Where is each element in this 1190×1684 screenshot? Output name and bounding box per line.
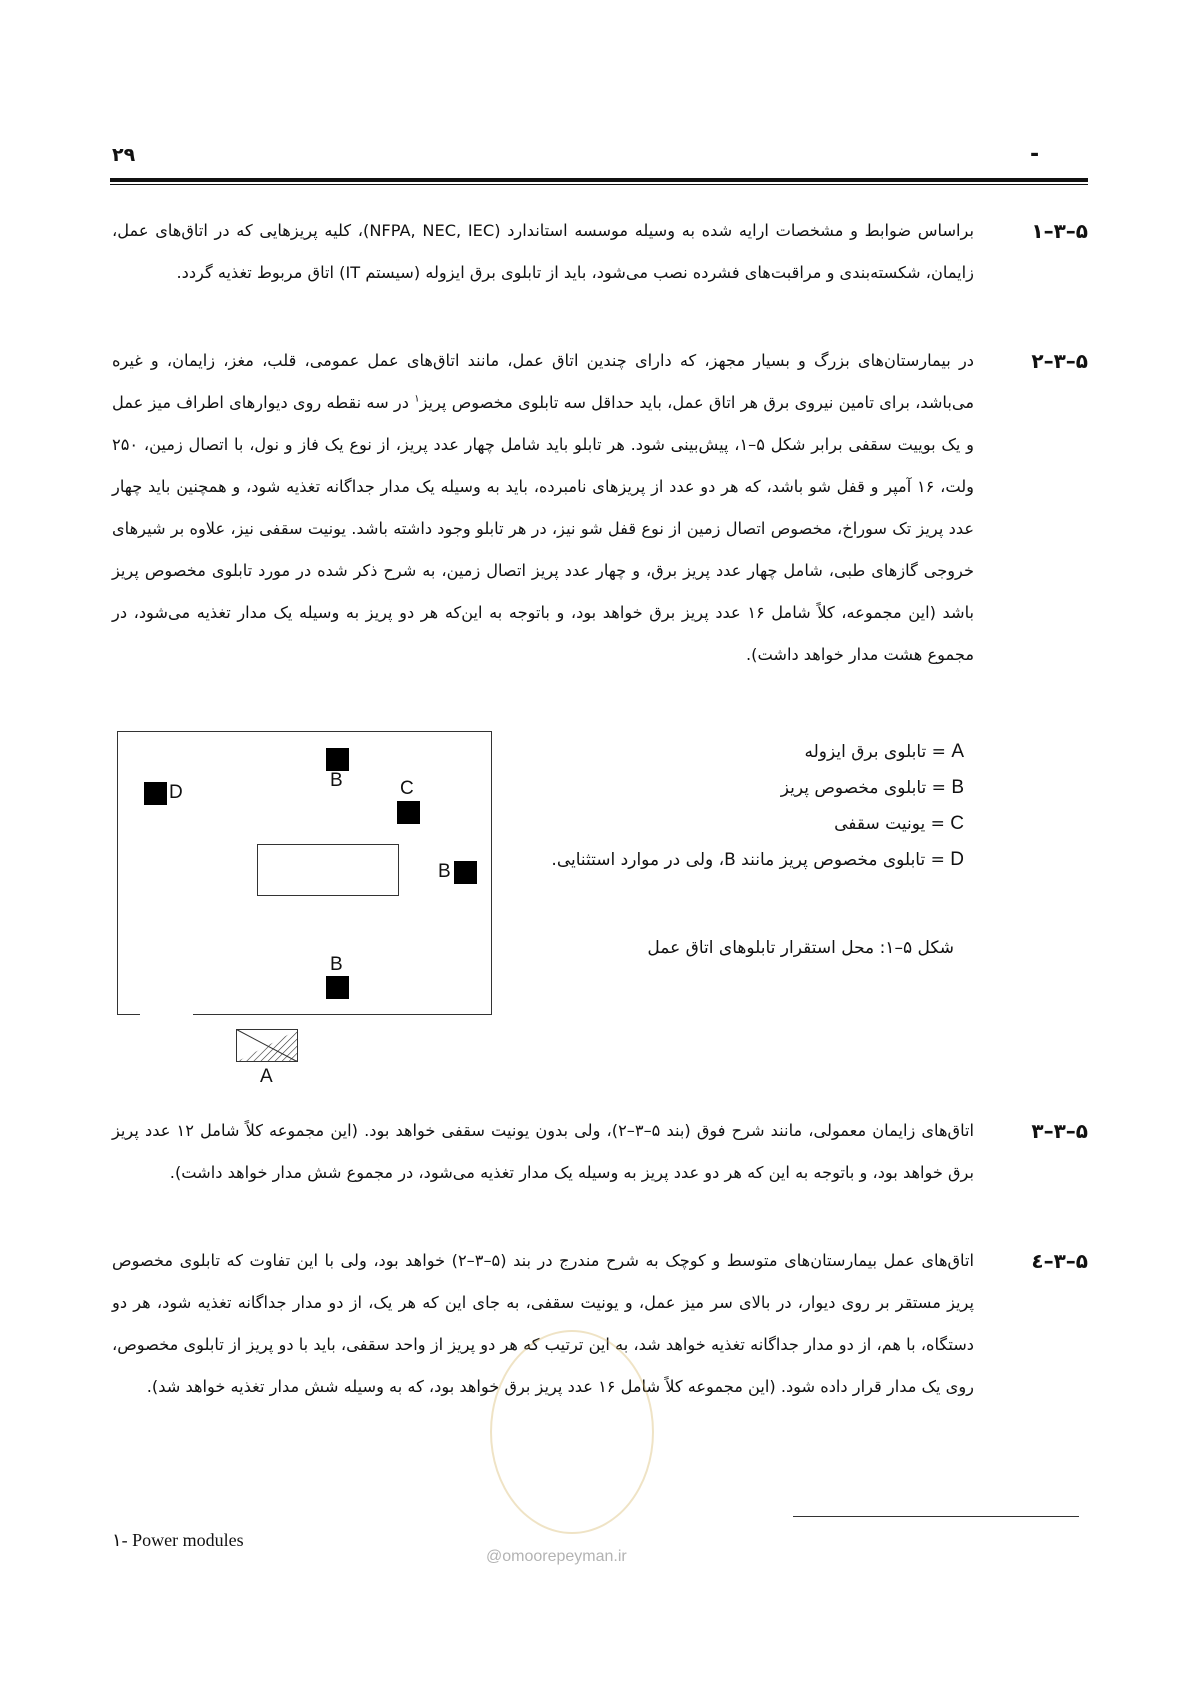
label-b-bottom: B [330, 954, 343, 975]
legend-text-b: = تابلوی مخصوص پریز [780, 778, 952, 798]
watermark-seal [490, 1330, 654, 1534]
label-d: D [169, 782, 183, 803]
section-text-4: اتاق‌های عمل بیمارستان‌های متوسط و کوچک به شرح مندرج در بند (۵–۳–۲) خواهد بود، ولی با این تفاوت که تابلوی مخصوص پریز مستقر بر روی دیوار، در بالای سر میز عمل، و یونیت سقفی، به جای این که هر یک، از دو مدار جداگانه تغذیه شود، هر دو دستگاه، با هم، از دو مدار جداگانه تغذیه خواهد شد، به این ترتیب که هر دو پریز از واحد سقفی، باید با دو پریز از تابلوی مخصوص، روی یک مدار قرار داده شود. (این مجموعه کلاً شامل ۱۶ عدد پریز برق خواهد بود، که به وسیله شش مدار تغذیه خواهد شد). [112, 1251, 974, 1396]
legend-text-d: = تابلوی مخصوص پریز مانند B، ولی در موارد استثنایی. [551, 850, 951, 870]
legend-item-d [510, 842, 964, 878]
label-b-top: B [330, 770, 343, 791]
legend-item-a [510, 734, 964, 770]
legend-text-c: = یونیت سقفی [834, 814, 951, 834]
panel-b-right [454, 861, 477, 884]
legend-text-a: = تابلوی برق ایزوله [804, 742, 952, 762]
section-text-1: براساس ضوابط و مشخصات ارایه شده به وسیله موسسه استاندارد (NFPA, NEC, IEC)، کلیه پریزهایی که در اتاق‌های عمل، زایمان، شکسته‌بندی و مراقبت‌های فشرده نصب می‌شود، باید از تابلوی برق ایزوله (سیستم IT) اتاق مربوط تغذیه گردد. [112, 221, 974, 282]
section-text-2-part-2: در سه نقطه روی دیوارهای اطراف میز عمل و یک بوییت سقفی برابر شکل ۵–۱، پیش‌بینی شود. هر تابلو باید شامل چهار عدد پریز، از نوع یک فاز و نول، با اتصال زمین، ۲۵۰ ولت، ۱۶ آمپر و قفل شو باشد، که هر دو عدد از پریزهای نامبرده، باید به وسیله یک مدار جداگانه تغذیه شود، و همچنین باید چهار عدد پریز تک سوراخ، مخصوص اتصال زمین از نوع قفل شو نیز، در هر تابلو وجود داشته باشد. یونیت سقفی نیز، علاوه بر شیرهای خروجی گازهای طبی، شامل چهار عدد پریز برق، و چهار عدد پریز اتصال زمین، به شرح ذکر شده در مورد تابلوی مخصوص پریز باشد (این مجموعه، کلاً شامل ۱۶ عدد پریز برق خواهد بود، و باتوجه به این‌که هر دو پریز به وسیله یک مدار تغذیه می‌شود، در مجموع هشت مدار خواهد داشت). [112, 393, 975, 664]
footnote-rule [793, 1516, 1079, 1517]
legend-key-d: D [950, 849, 964, 870]
header-rule-thin [110, 184, 1088, 185]
figure-caption: شکل ۵–۱: محل استقرار تابلوهای اتاق عمل [647, 938, 954, 958]
footnote: ۱- Power modules [112, 1530, 244, 1550]
operating-room-wall-left [117, 1014, 140, 1015]
label-b-right: B [438, 861, 451, 882]
legend-item-c [510, 806, 964, 842]
label-a: A [260, 1066, 273, 1087]
header-rule [110, 178, 1088, 182]
section-number-3: ۵–۳–۳ [1031, 1119, 1088, 1143]
label-c: C [400, 778, 414, 799]
section-number-4: ۵–۳–٤ [1031, 1249, 1088, 1273]
panel-b-bottom [326, 976, 349, 999]
panel-d [144, 782, 167, 805]
header-dash: - [1030, 142, 1040, 167]
section-number-2: ۵–۳–۲ [1031, 349, 1088, 373]
watermark-text: @omoorepeyman.ir [486, 1548, 627, 1565]
section-text-2-part-1: در بیمارستان‌های بزرگ و بسیار مجهز، که دارای چندین اتاق عمل، مانند اتاق‌های عمل عمومی، قلب، مغز، زایمان، و غیره می‌باشد، برای تامین نیروی برق هر اتاق عمل، باید حداقل سه تابلوی مخصوص پریز [112, 351, 974, 412]
operating-table [257, 844, 399, 896]
page-number: ۲۹ [112, 144, 136, 166]
isolated-panel-a [236, 1029, 299, 1063]
operating-room-wall-right [193, 1014, 492, 1015]
footnote-ref: ۱ [414, 393, 420, 405]
ceiling-unit-c [397, 801, 420, 824]
section-number-1: ۵–۳–۱ [1031, 219, 1088, 243]
legend-key-c: C [950, 813, 964, 834]
panel-b-top [326, 748, 349, 771]
legend-key-b: B [951, 777, 964, 798]
section-text-3: اتاق‌های زایمان معمولی، مانند شرح فوق (بند ۵–۳–۲)، ولی بدون یونیت سقفی خواهد بود. (این مجموعه کلاً شامل ۱۲ عدد پریز برق خواهد بود، و باتوجه به این که هر دو عدد پریز به وسیله یک مدار تغذیه می‌شود، در مجموع شش مدار خواهد داشت). [112, 1121, 975, 1182]
legend-key-a: A [951, 741, 964, 762]
section-text-2 [112, 340, 974, 676]
legend-item-b [510, 770, 964, 806]
